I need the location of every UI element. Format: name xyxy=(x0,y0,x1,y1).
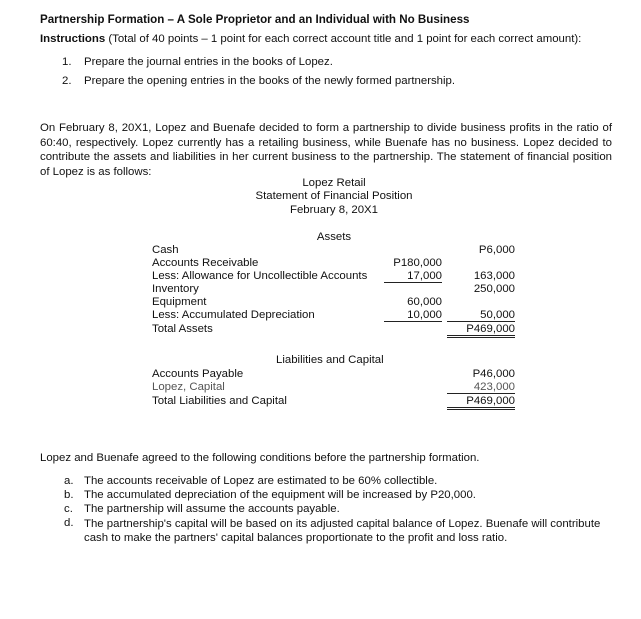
asset-label: Inventory xyxy=(152,283,199,295)
condition-letter: a. xyxy=(64,475,74,487)
instructions xyxy=(40,33,581,45)
asset-label: Less: Allowance for Uncollectible Accounts xyxy=(152,270,368,282)
instructions-text: (Total of 40 points – 1 point for each correct account title and 1 point for each correct amount): xyxy=(105,33,582,45)
asset-subamount: 17,000 xyxy=(384,270,442,283)
condition-letter: c. xyxy=(64,503,73,515)
asset-label: Less: Accumulated Depreciation xyxy=(152,309,315,321)
step-text: Prepare the journal entries in the books of Lopez. xyxy=(84,56,333,68)
condition-text: The accounts receivable of Lopez are estimated to be 60% collectible. xyxy=(84,475,438,487)
instructions-label: Instructions xyxy=(40,33,106,45)
statement-title: Statement of Financial Position xyxy=(255,190,413,202)
liability-label: Accounts Payable xyxy=(152,368,244,380)
step-text: Prepare the opening entries in the books of the newly formed partnership. xyxy=(84,75,456,87)
asset-subamount: 60,000 xyxy=(407,296,442,308)
step-number: 1. xyxy=(62,56,72,68)
problem-title: Partnership Formation – A Sole Proprietor and an Individual with No Business xyxy=(40,13,470,26)
statement-company: Lopez Retail xyxy=(302,177,366,189)
step-number: 2. xyxy=(62,75,72,87)
capital-amount: 423,000 xyxy=(447,381,515,394)
intro-paragraph: On February 8, 20X1, Lopez and Buenafe decided to form a partnership to divide business profits in the ratio of 60:40, respectively. Lopez currently has a retailing business, while Buenafe has no business. Lopez decided to contribute the assets and liabilities in her current business to the partnership. The statement of financial position of Lopez is as follows: xyxy=(40,122,612,178)
statement-date: February 8, 20X1 xyxy=(289,204,378,216)
liabilities-heading: Liabilities and Capital xyxy=(276,354,384,366)
asset-amount: 250,000 xyxy=(473,283,515,295)
total-liabilities-amount: P469,000 xyxy=(447,395,515,410)
condition-text: The accumulated depreciation of the equipment will be increased by P20,000. xyxy=(84,489,476,501)
asset-label: Accounts Receivable xyxy=(152,257,259,269)
asset-amount: 163,000 xyxy=(473,270,515,282)
condition-letter: b. xyxy=(64,489,74,501)
condition-letter: d. xyxy=(64,517,74,529)
total-assets-amount: P469,000 xyxy=(447,323,515,338)
asset-label: Equipment xyxy=(152,296,207,308)
condition-text: The partnership's capital will be based on its adjusted capital balance of Lopez. Buenafe will contribute cash to make the partners' capital balances proportionate to the profit and loss ratio. xyxy=(84,518,601,544)
asset-amount: 50,000 xyxy=(447,309,515,322)
asset-label: Cash xyxy=(152,244,179,256)
conditions-intro: Lopez and Buenafe agreed to the following conditions before the partnership formation. xyxy=(40,452,480,464)
condition-text: The partnership will assume the accounts payable. xyxy=(84,503,340,515)
total-liabilities-label: Total Liabilities and Capital xyxy=(152,395,287,407)
total-assets-label: Total Assets xyxy=(152,323,213,335)
assets-heading: Assets xyxy=(316,231,352,243)
asset-amount: P6,000 xyxy=(478,244,515,256)
asset-subamount: 10,000 xyxy=(384,309,442,322)
capital-label: Lopez, Capital xyxy=(152,381,225,393)
liability-amount: P46,000 xyxy=(472,368,515,380)
asset-subamount: P180,000 xyxy=(393,257,442,269)
